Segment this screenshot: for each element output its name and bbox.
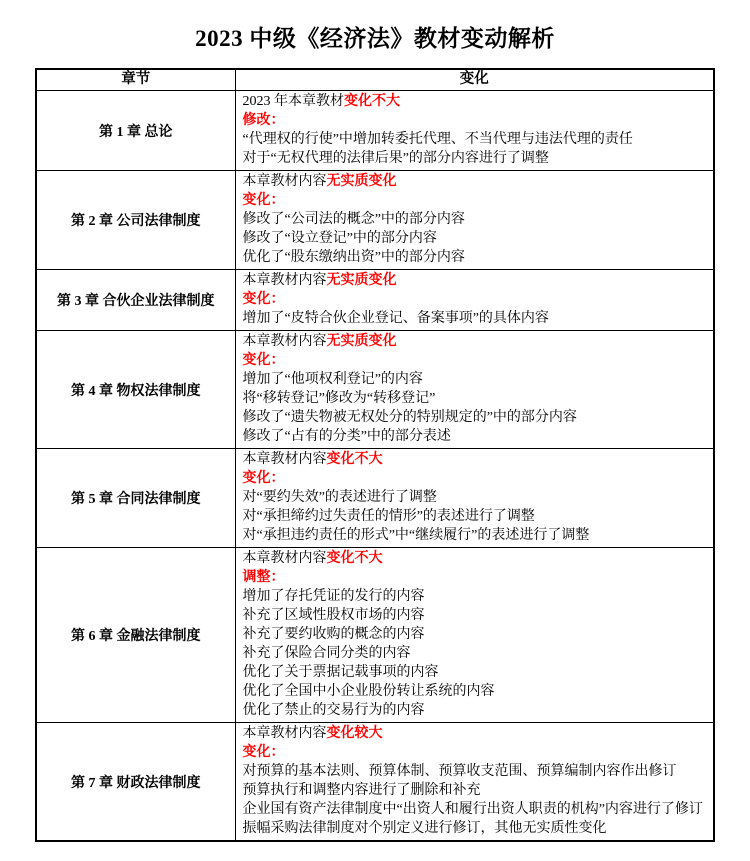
change-line	[243, 625, 707, 644]
change-line	[243, 290, 707, 309]
change-line	[243, 191, 707, 210]
change-line	[243, 309, 707, 328]
change-text: 预算执行和调整内容进行了删除和补充	[242, 783, 481, 798]
change-line	[243, 507, 707, 526]
change-text: 修改了“遗失物被无权处分的特别规定的”中的部分内容	[242, 410, 577, 425]
highlighted-change-text: 无实质变化	[326, 334, 397, 349]
change-text: 优化了“股东缴纳出资”中的部分内容	[242, 250, 465, 265]
highlighted-change-text: 变化：	[242, 745, 285, 760]
column-header-chapter: 章节	[36, 69, 235, 91]
change-text: 增加了存托凭证的发行的内容	[242, 589, 425, 604]
highlighted-change-text: 变化不大	[326, 452, 383, 467]
chapter-cell: 第 7 章 财政法律制度	[36, 723, 235, 842]
change-line	[243, 370, 707, 389]
change-line	[243, 701, 707, 720]
chapter-cell: 第 4 章 物权法律制度	[36, 331, 235, 449]
change-line	[243, 130, 707, 149]
change-line	[243, 488, 707, 507]
chapter-cell: 第 3 章 合伙企业法律制度	[36, 270, 235, 331]
changes-cell	[235, 270, 714, 331]
highlighted-change-text: 变化：	[242, 193, 285, 208]
change-text: 本章教材内容	[242, 726, 327, 741]
changes-cell	[235, 331, 714, 449]
table-row	[36, 548, 714, 723]
highlighted-change-text: 变化较大	[326, 726, 383, 741]
change-line	[243, 248, 707, 267]
change-text: 对“承担缔约过失责任的情形”的表述进行了调整	[242, 509, 535, 524]
table-row	[36, 91, 714, 171]
change-text: 企业国有资产法律制度中“出资人和履行出资人职责的机构”内容进行了修订	[242, 802, 703, 817]
highlighted-change-text: 变化：	[242, 353, 285, 368]
change-text: 优化了禁止的交易行为的内容	[242, 703, 425, 718]
change-text: 本章教材内容	[242, 551, 327, 566]
change-line	[243, 762, 707, 781]
change-text: 优化了全国中小企业股份转让系统的内容	[242, 684, 495, 699]
change-line	[243, 781, 707, 800]
table-row	[36, 171, 714, 270]
change-line	[243, 351, 707, 370]
change-line	[243, 663, 707, 682]
change-text: 对预算的基本法则、预算体制、预算收支范围、预算编制内容作出修订	[242, 764, 677, 779]
table-row	[36, 270, 714, 331]
highlighted-change-text: 变化不大	[344, 94, 400, 109]
change-text: 对“承担违约责任的形式”中“继续履行”的表述进行了调整	[242, 528, 590, 543]
change-line	[243, 549, 707, 568]
table-body	[36, 91, 714, 842]
chapter-cell: 第 6 章 金融法律制度	[36, 548, 235, 723]
change-line	[243, 682, 707, 701]
change-line	[243, 332, 707, 351]
change-text: 修改了“公司法的概念”中的部分内容	[242, 212, 465, 227]
change-line	[243, 92, 707, 111]
highlighted-change-text: 变化：	[242, 471, 285, 486]
change-text: 2023 年本章教材	[242, 94, 344, 109]
table-row	[36, 331, 714, 449]
highlighted-change-text: 变化：	[242, 292, 285, 307]
change-line	[243, 644, 707, 663]
page-title: 2023 中级《经济法》教材变动解析	[195, 26, 555, 51]
column-header-changes: 变化	[235, 69, 714, 91]
change-line	[243, 526, 707, 545]
table-row	[36, 723, 714, 842]
textbook-changes-table	[35, 68, 715, 842]
change-line	[243, 149, 707, 168]
change-text: 增加了“皮特合伙企业登记、备案事项”的具体内容	[242, 311, 549, 326]
change-line	[243, 800, 707, 819]
change-line	[243, 210, 707, 229]
change-line	[243, 587, 707, 606]
table-row	[36, 449, 714, 548]
highlighted-change-text: 变化不大	[326, 551, 383, 566]
changes-cell	[235, 548, 714, 723]
change-line	[243, 568, 707, 587]
change-text: 振幅采购法律制度对个别定义进行修订，其他无实质性变化	[242, 821, 607, 836]
change-line	[243, 172, 707, 191]
highlighted-change-text: 修改：	[242, 113, 285, 128]
change-text: 对“要约失效”的表述进行了调整	[242, 490, 437, 505]
change-text: 本章教材内容	[242, 452, 327, 467]
change-text: 对于“无权代理的法律后果”的部分内容进行了调整	[242, 151, 549, 166]
change-line	[243, 606, 707, 625]
change-text: 本章教材内容	[242, 174, 327, 189]
changes-cell	[235, 91, 714, 171]
change-line	[243, 724, 707, 743]
change-text: 补充了区域性股权市场的内容	[242, 608, 425, 623]
change-line	[243, 427, 707, 446]
change-line	[243, 229, 707, 248]
change-text: 优化了关于票据记载事项的内容	[242, 665, 439, 680]
change-line	[243, 111, 707, 130]
change-line	[243, 389, 707, 408]
change-text: 本章教材内容	[242, 334, 327, 349]
change-line	[243, 271, 707, 290]
change-text: 补充了保险合同分类的内容	[242, 646, 411, 661]
changes-cell	[235, 449, 714, 548]
change-line	[243, 408, 707, 427]
chapter-cell: 第 2 章 公司法律制度	[36, 171, 235, 270]
change-line	[243, 469, 707, 488]
highlighted-change-text: 无实质变化	[326, 273, 397, 288]
change-text: 补充了要约收购的概念的内容	[242, 627, 425, 642]
changes-cell	[235, 723, 714, 842]
change-text: 本章教材内容	[242, 273, 327, 288]
change-text: “代理权的行使”中增加转委托代理、不当代理与违法代理的责任	[242, 132, 633, 147]
table-header-row	[36, 69, 714, 91]
highlighted-change-text: 无实质变化	[326, 174, 397, 189]
changes-cell	[235, 171, 714, 270]
highlighted-change-text: 调整：	[242, 570, 285, 585]
change-line	[243, 743, 707, 762]
change-text: 修改了“设立登记”中的部分内容	[242, 231, 437, 246]
change-text: 将“移转登记”修改为“转移登记”	[242, 391, 436, 406]
change-line	[243, 450, 707, 469]
chapter-cell: 第 5 章 合同法律制度	[36, 449, 235, 548]
chapter-cell: 第 1 章 总论	[36, 91, 235, 171]
change-text: 增加了“他项权利登记”的内容	[242, 372, 423, 387]
change-line	[243, 819, 707, 838]
change-text: 修改了“占有的分类”中的部分表述	[242, 429, 451, 444]
